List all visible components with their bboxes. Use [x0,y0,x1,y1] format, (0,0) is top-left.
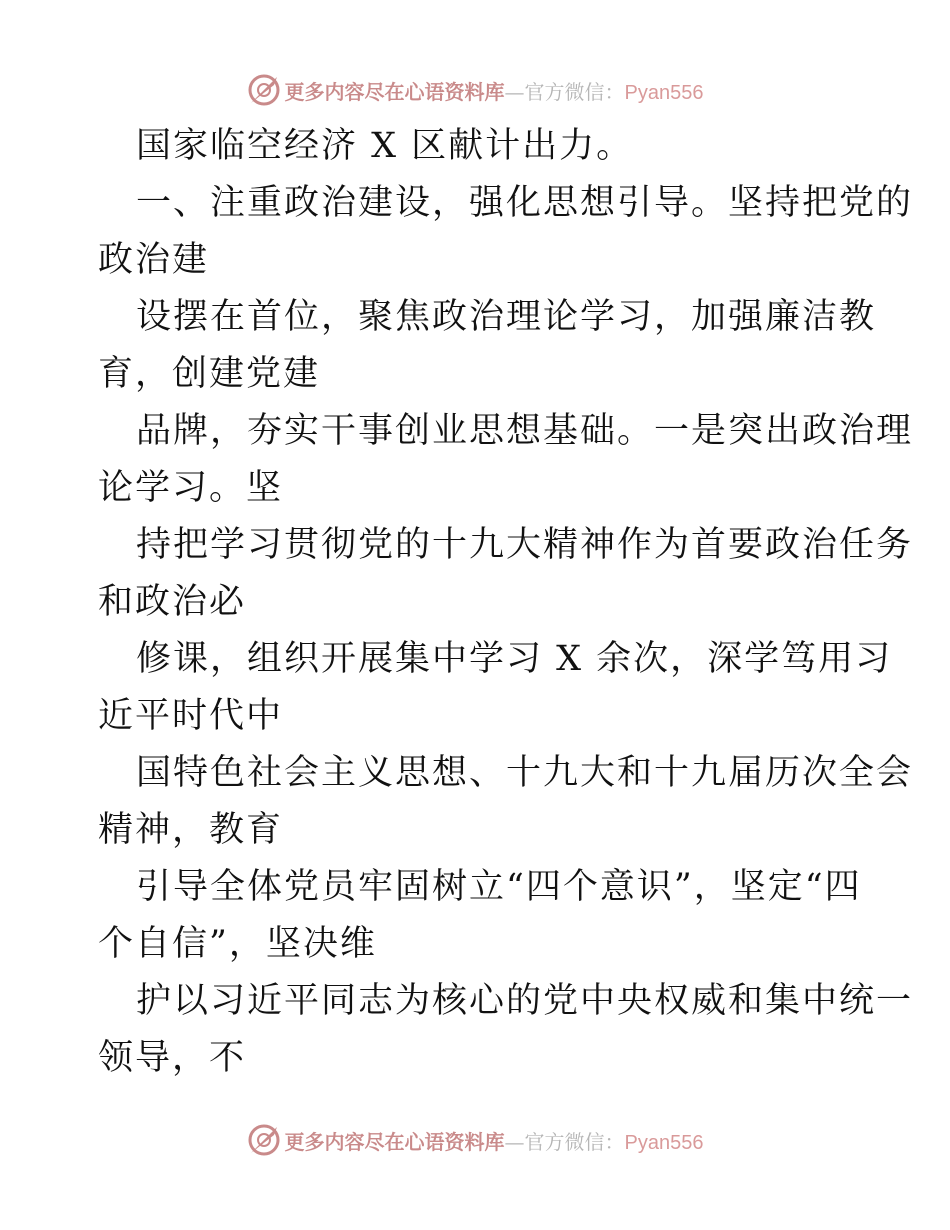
text-line: 精神，教育 [98,810,284,850]
text-line: 持把学习贯彻党的十九大精神作为首要政治任务 [136,525,914,565]
text-line: 政治建 [98,240,210,280]
watermark-id: Pyan556 [624,81,704,104]
watermark-main: 更多内容尽在心语资料库 [284,79,505,104]
watermark-text [285,76,704,105]
watermark-id: Pyan556 [624,1131,704,1154]
text-line: 和政治必 [98,582,247,622]
text-line: 品牌，夯实干事创业思想基础。一是突出政治理 [136,411,914,451]
document-body [98,118,914,1087]
quill-logo-icon [247,73,281,107]
watermark-main: 更多内容尽在心语资料库 [284,1129,505,1154]
quill-logo-icon [247,1123,281,1157]
text-line: 国特色社会主义思想、十九大和十九届历次全会 [136,753,914,793]
text-line: 引导全体党员牢固树立“四个意识”，坚定“四 [136,867,862,907]
header-watermark [0,70,950,110]
text-line: 育，创建党建 [98,354,321,394]
watermark-dash: — [504,79,525,104]
text-line: 护以习近平同志为核心的党中央权威和集中统一 [136,981,914,1021]
text-line: 一、注重政治建设，强化思想引导。坚持把党的 [136,183,914,223]
text-line: 近平时代中 [98,696,284,736]
watermark-sub: 官方微信： [524,1129,625,1154]
text-line: 个自信”，坚决维 [98,924,377,964]
watermark-text [285,1126,704,1155]
text-line: 国家临空经济 X 区献计出力。 [136,126,634,166]
text-line: 领导，不 [98,1038,247,1078]
watermark-sub: 官方微信： [524,79,625,104]
text-line: 设摆在首位，聚焦政治理论学习，加强廉洁教 [136,297,877,337]
text-line: 修课，组织开展集中学习 X 余次，深学笃用习 [136,639,893,679]
watermark-dash: — [504,1129,525,1154]
text-line: 论学习。坚 [98,468,284,508]
footer-watermark [0,1120,950,1160]
